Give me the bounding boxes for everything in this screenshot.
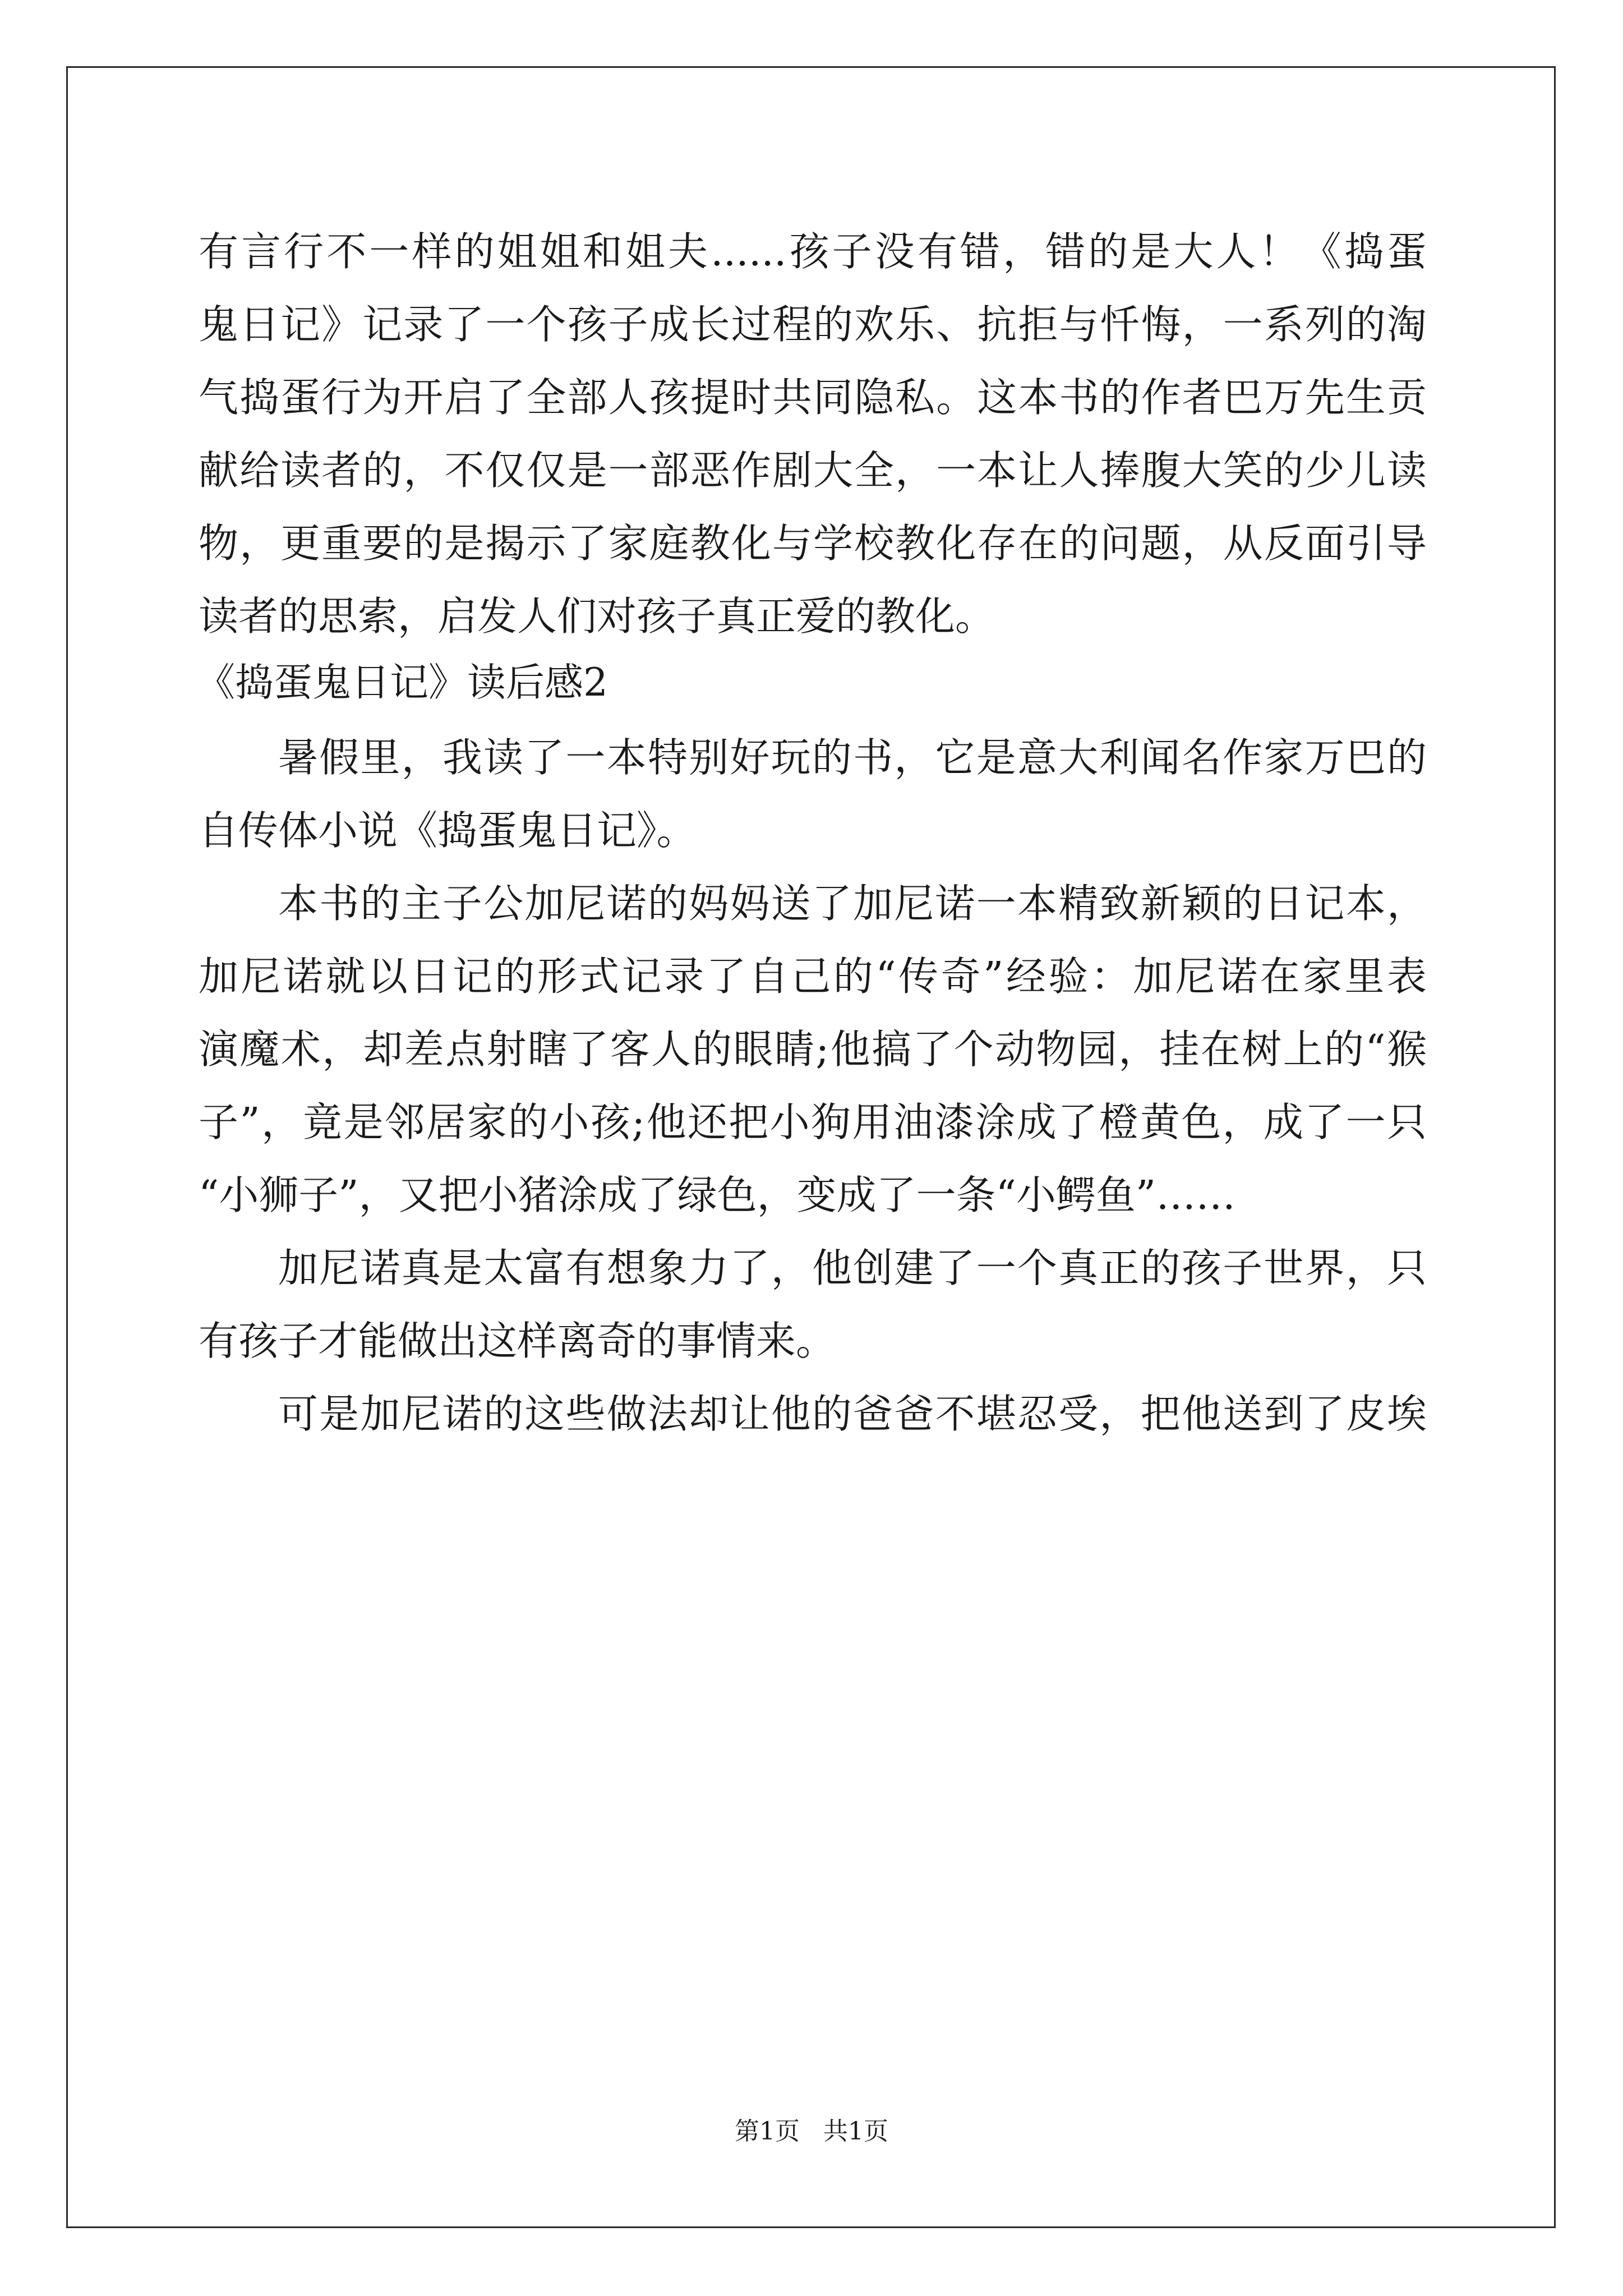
paragraph-1-line-1: 暑假里，我读了一本特别好玩的书，它是意大利闻名作家万巴的 (278, 734, 1427, 781)
text-line-4: 献给读者的，不仅仅是一部恶作剧大全，一本让人捧腹大笑的少儿读 (199, 447, 1427, 494)
text-line-1: 有言行不一样的姐姐和姐夫......孩子没有错，错的是大人！《捣蛋 (199, 228, 1427, 275)
text-line-6: 读者的思索，启发人们对孩子真正爱的教化。 (199, 593, 995, 639)
text-line-5: 物，更重要的是揭示了家庭教化与学校教化存在的问题，从反面引导 (199, 520, 1427, 567)
paragraph-4-line-1: 可是加尼诺的这些做法却让他的爸爸不堪忍受，把他送到了皮埃 (278, 1391, 1427, 1437)
paragraph-3-line-2: 有孩子才能做出这样离奇的事情来。 (199, 1318, 836, 1364)
paragraph-2-line-1: 本书的主子公加尼诺的妈妈送了加尼诺一本精致新颖的日记本， (278, 880, 1427, 927)
paragraph-2-line-4: 子”，竟是邻居家的小孩;他还把小狗用油漆涂成了橙黄色，成了一只 (199, 1099, 1427, 1145)
paragraph-2-line-5: “小狮子”，又把小猪涂成了绿色，变成了一条“小鳄鱼”…… (199, 1172, 1236, 1218)
text-line-2: 鬼日记》记录了一个孩子成长过程的欢乐、抗拒与忏悔，一系列的淘 (199, 301, 1427, 348)
paragraph-2-line-2: 加尼诺就以日记的形式记录了自己的“传奇”经验：加尼诺在家里表 (199, 953, 1427, 1000)
paragraph-1-line-2: 自传体小说《捣蛋鬼日记》。 (199, 807, 697, 854)
section-heading: 《捣蛋鬼日记》读后感2 (196, 660, 608, 705)
page-number-footer: 第1页 共1页 (735, 2117, 888, 2146)
paragraph-2-line-3: 演魔术，却差点射瞎了客人的眼睛;他搞了个动物园，挂在树上的“猴 (199, 1026, 1427, 1073)
paragraph-3-line-1: 加尼诺真是太富有想象力了，他创建了一个真正的孩子世界，只 (278, 1245, 1427, 1291)
text-line-3: 气捣蛋行为开启了全部人孩提时共同隐私。这本书的作者巴万先生贡 (199, 374, 1427, 421)
